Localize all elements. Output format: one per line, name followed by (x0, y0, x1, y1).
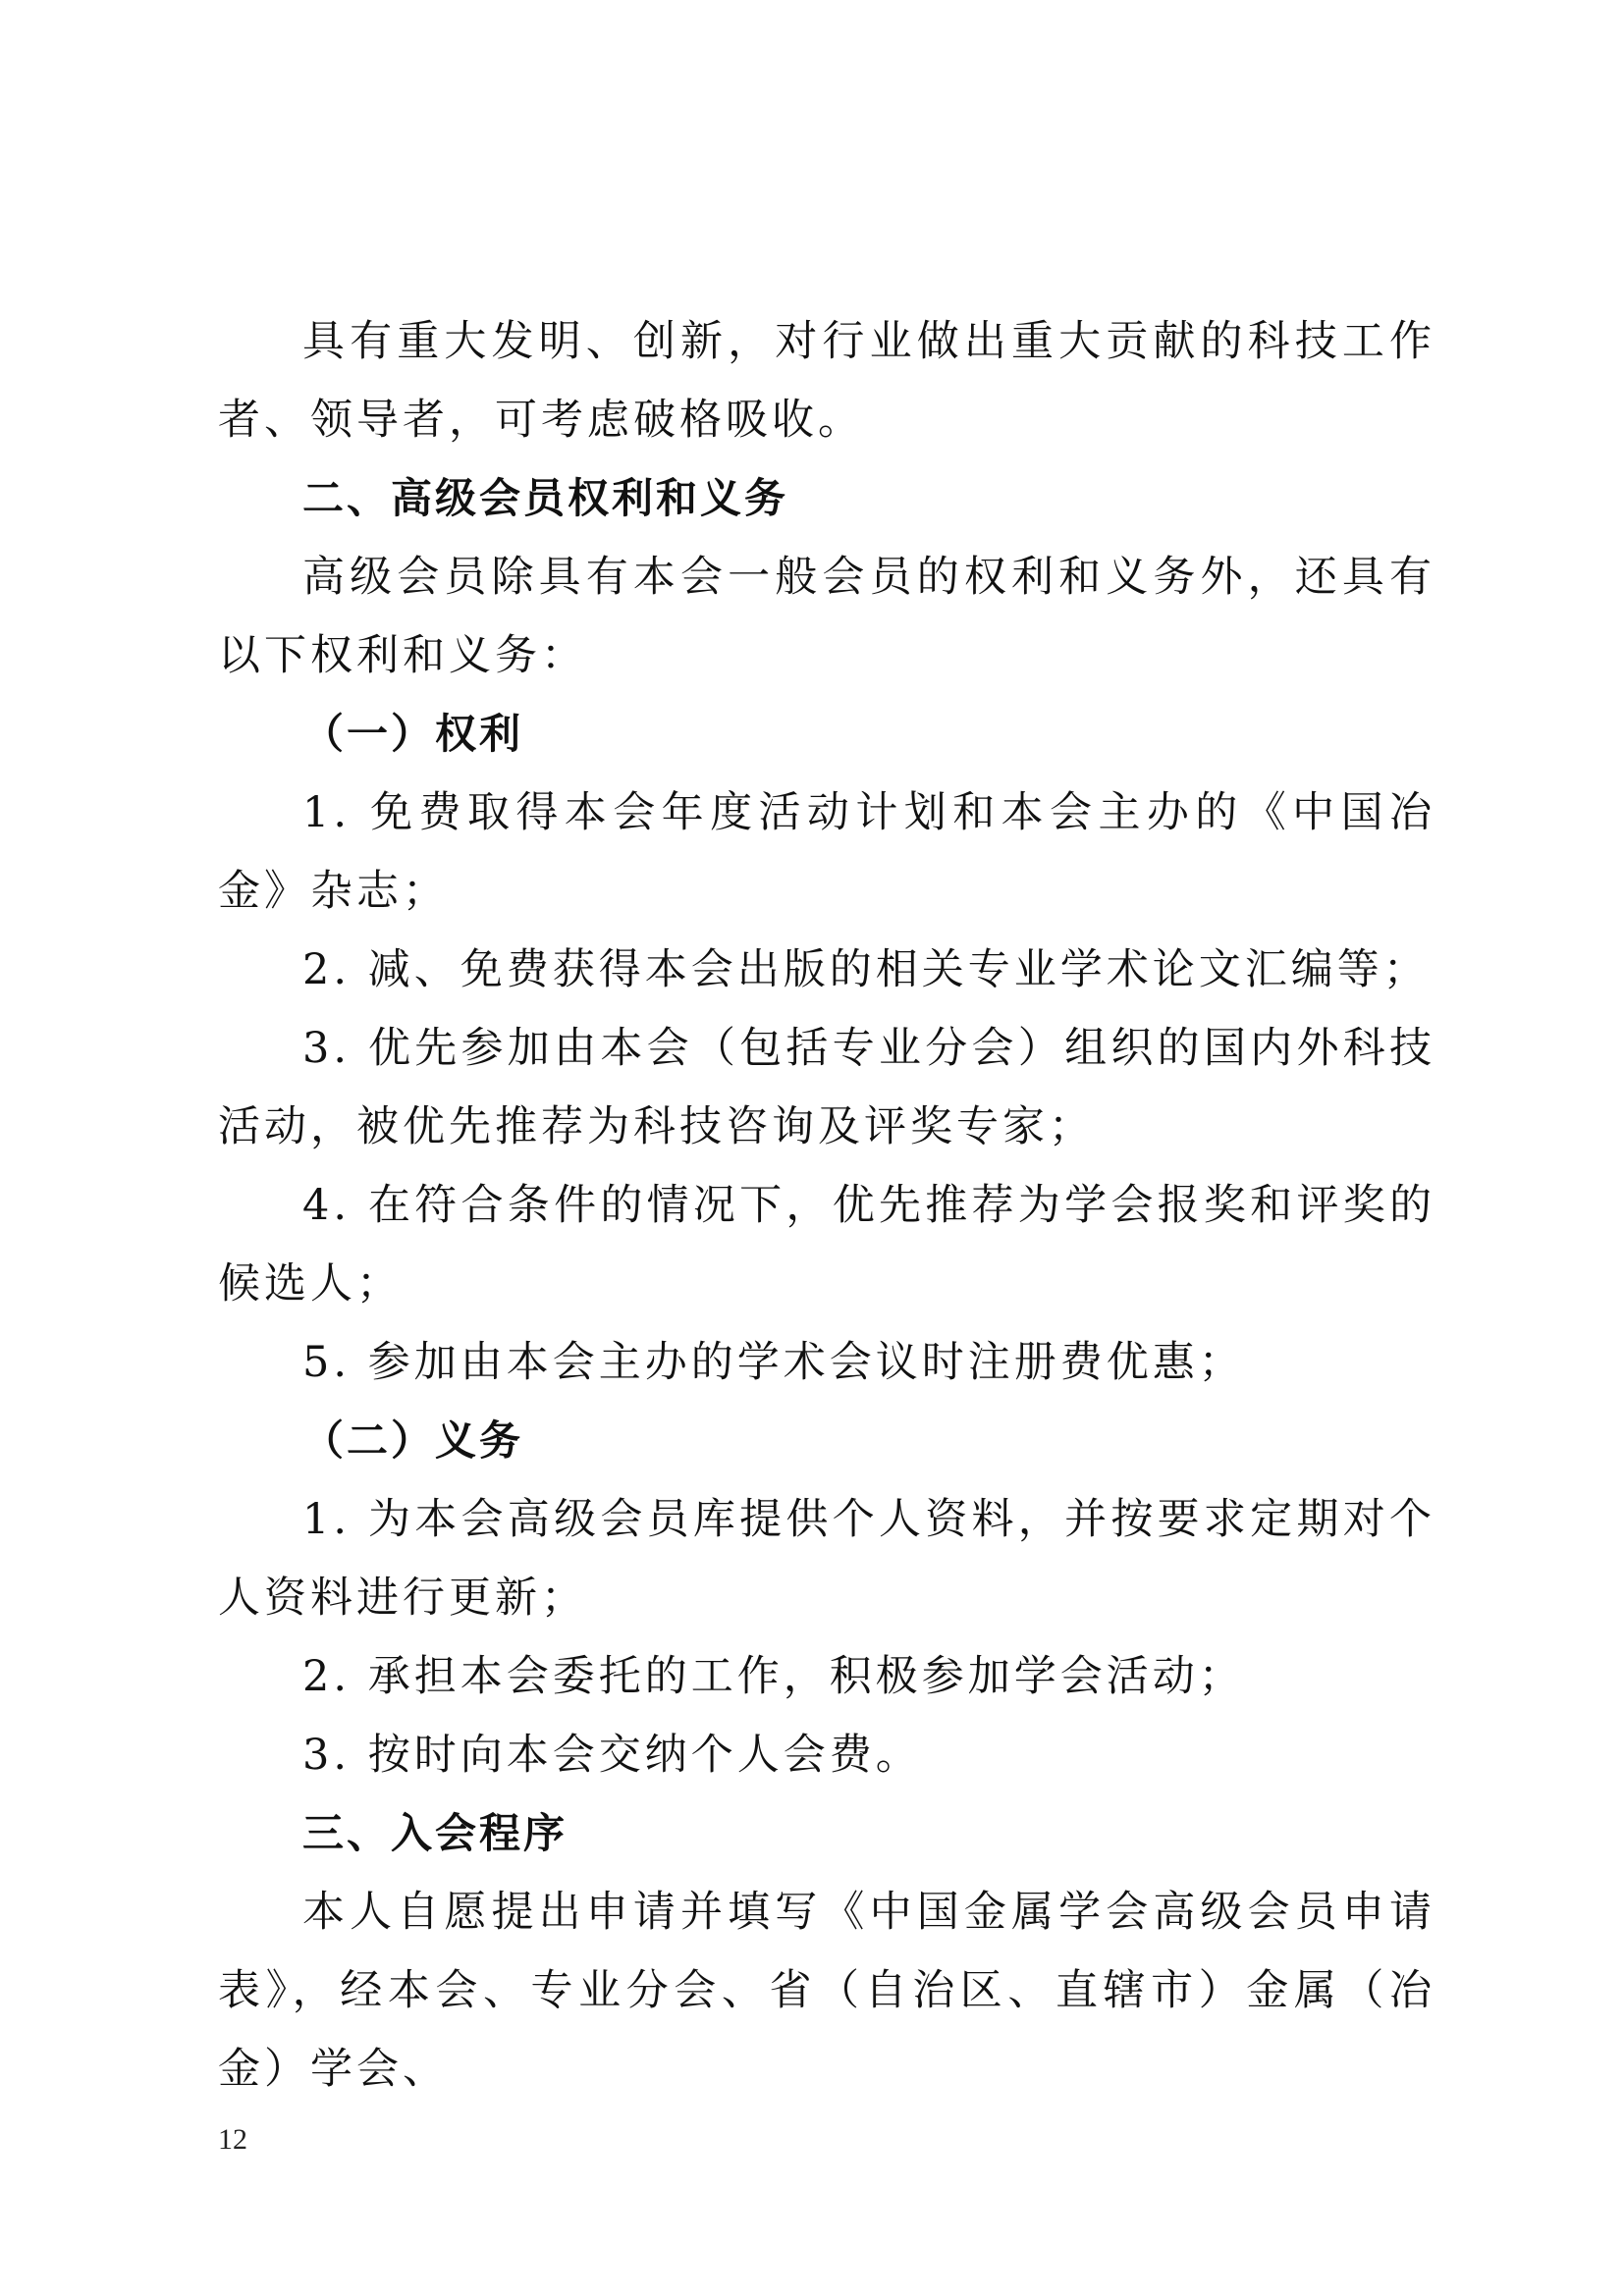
section-heading-rights-and-obligations: 二、高级会员权利和义务 (302, 474, 789, 522)
list-item-right-1: 1. 免费取得本会年度活动计划和本会主办的《中国冶金》杂志； (218, 788, 1435, 916)
section-heading-admission-procedure: 三、入会程序 (302, 1809, 568, 1857)
page-number: 12 (218, 2123, 247, 2156)
subheading-obligations: （二）义务 (302, 1416, 524, 1465)
list-item-right-2: 2. 减、免费获得本会出版的相关专业学术论文汇编等； (302, 945, 1430, 994)
document-body (218, 302, 1435, 2109)
paragraph-rights-intro: 高级会员除具有本会一般会员的权利和义务外，还具有以下权利和义务： (218, 553, 1435, 680)
list-item-right-4: 4. 在符合条件的情况下，优先推荐为学会报奖和评奖的候选人； (218, 1181, 1435, 1308)
list-item-obligation-2: 2. 承担本会委托的工作，积极参加学会活动； (302, 1652, 1245, 1701)
paragraph-exceptional-admission: 具有重大发明、创新，对行业做出重大贡献的科技工作者、领导者，可考虑破格吸收。 (218, 317, 1435, 445)
list-item-right-5: 5. 参加由本会主办的学术会议时注册费优惠； (302, 1338, 1245, 1387)
list-item-obligation-1: 1. 为本会高级会员库提供个人资料，并按要求定期对个人资料进行更新； (218, 1495, 1435, 1623)
paragraph-admission-procedure: 本人自愿提出申请并填写《中国金属学会高级会员申请表》，经本会、专业分会、省（自治区、直辖市）金属（冶金）学会、 (218, 1888, 1435, 2094)
subheading-rights: （一）权利 (302, 710, 524, 758)
list-item-right-3: 3. 优先参加由本会（包括专业分会）组织的国内外科技活动，被优先推荐为科技咨询及评奖专家； (218, 1024, 1435, 1151)
list-item-obligation-3: 3. 按时向本会交纳个人会费。 (302, 1731, 922, 1780)
